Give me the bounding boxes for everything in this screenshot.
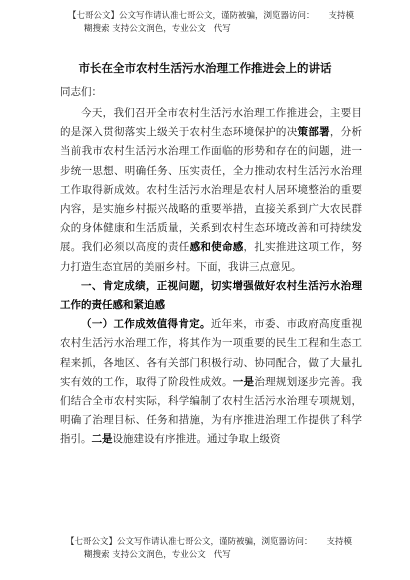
footer-line-2 bbox=[66, 549, 386, 562]
header-text: 支持模 bbox=[328, 11, 355, 21]
footer-line-1 bbox=[66, 536, 386, 549]
paragraph bbox=[60, 315, 362, 449]
text-run: 治理规划逐步完善。我们结合全市农村实际，科学编制了农村生活污水治理专项规划，明确了治理目标、任务和措施，为有序推进治理工作提供了科学指引。 bbox=[60, 375, 363, 446]
document-title: 市长在全市农村生活污水治理工作推进会上的讲话 bbox=[78, 61, 332, 75]
bold-run: 一是 bbox=[232, 375, 255, 388]
header-text: 糊搜索 支持公文润色，专业公文 bbox=[84, 24, 206, 34]
salutation: 同志们： bbox=[60, 86, 102, 98]
document-body bbox=[60, 104, 362, 450]
paragraph bbox=[60, 104, 362, 277]
footer-text: 代写 bbox=[213, 550, 231, 560]
header-text: 【七哥公文】公文写作请认准七哥公文，谨防被骗，浏览器访问： bbox=[68, 11, 315, 21]
header-text: 代写 bbox=[213, 24, 231, 34]
page-footer-watermark bbox=[66, 536, 386, 562]
text-run: 近年来，市委、市政府高度重视农村生活污水治理工作，将其作为一项重要的民生工程和生态工程来抓，各地区、各有关部门积极行动、协同配合，做了大量扎实有效的工作，取得了阶段性成效。 bbox=[60, 318, 363, 388]
bold-run: （一）工作成效值得肯定。 bbox=[81, 318, 211, 331]
text-run: ，扎实推进这项工作，努力打造生态宜居的美丽乡村。下面，我讲三点意见。 bbox=[60, 241, 363, 273]
section-heading: 一、肯定成绩，正视问题，切实增强做好农村生活污水治理工作的责任感和紧迫感 bbox=[60, 279, 362, 312]
text-run: 今天，我们召开全市农村生活污水治理工作推进会，主要目的是深入贯彻落实上级关于农村生态环境保护的决 bbox=[60, 107, 362, 139]
header-line-1 bbox=[68, 10, 388, 23]
header-line-2 bbox=[68, 23, 388, 36]
bold-run: 感和使命感 bbox=[189, 241, 244, 254]
text-run: 设施建设有序推进。通过争取上级资 bbox=[112, 433, 281, 446]
footer-text: 支持模 bbox=[326, 537, 353, 547]
bold-run: 策部署 bbox=[297, 126, 330, 139]
text-run: ，分析当前我市农村生活污水治理工作面临的形势和存在的问题，进一步统一思想、明确任务、压实责任，全力推动农村生活污水治理工作取得新成效。农村生活污水治理是农村人居环境整治的重要内容，是实施乡村振兴战略的重要举措，直接关系到广大农民群众的身体健康和生活质量，关系到农村生态环境改善和可持续发展。我们必须以高度的责任 bbox=[60, 126, 363, 254]
footer-text: 【七哥公文】公文写作请认准七哥公文，谨防被骗，浏览器访问： bbox=[66, 537, 313, 547]
page-header-watermark bbox=[68, 10, 388, 36]
bold-run: 二是 bbox=[91, 433, 113, 446]
footer-text: 糊搜索 支持公文润色，专业公文 bbox=[84, 550, 206, 560]
